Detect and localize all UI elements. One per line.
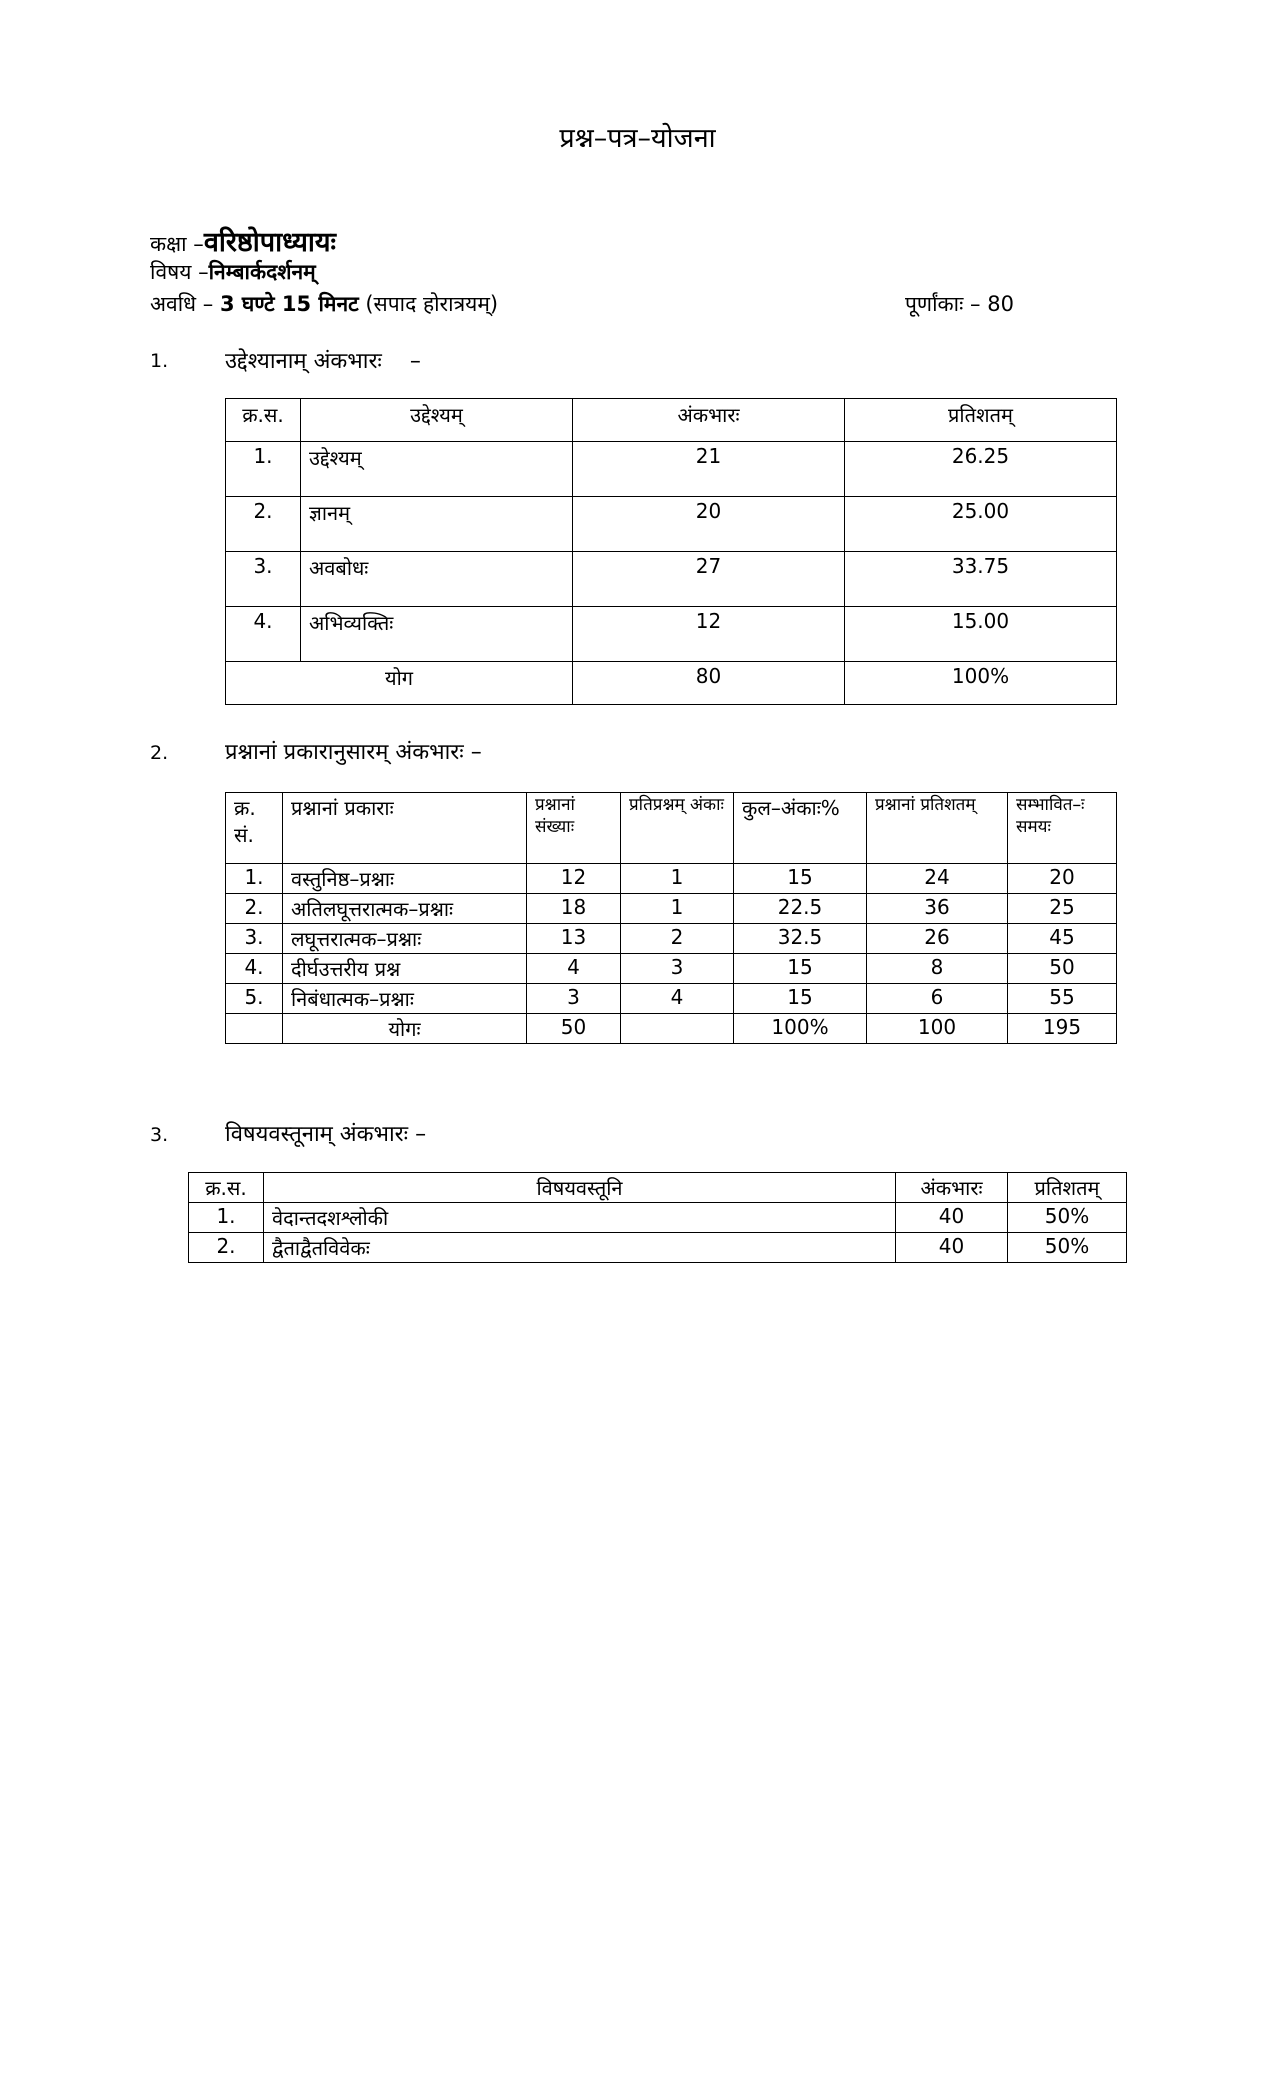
table-header-row xyxy=(189,1173,1127,1203)
cell: 2. xyxy=(226,894,283,924)
cell: 50% xyxy=(1008,1203,1127,1233)
cell: 12 xyxy=(527,864,621,894)
cell: 24 xyxy=(867,864,1008,894)
cell: 15 xyxy=(734,984,867,1014)
header-cell: प्रतिप्रश्नम् अंकाः xyxy=(621,793,734,864)
cell: 2. xyxy=(226,497,301,552)
cell: 21 xyxy=(573,442,845,497)
cell: 1. xyxy=(189,1203,264,1233)
header-cell: सम्भावित–ः समयः xyxy=(1008,793,1117,864)
total-row xyxy=(226,1014,1117,1044)
header-cell: अंकभारः xyxy=(573,399,845,442)
header-cell: क्र.स. xyxy=(189,1173,264,1203)
cell: 15 xyxy=(734,954,867,984)
header-cell: विषयवस्तूनि xyxy=(264,1173,896,1203)
class-value: वरिष्ठोपाध्यायः xyxy=(203,227,337,258)
cell: 13 xyxy=(527,924,621,954)
subject-line xyxy=(150,258,316,286)
section3-number: 3. xyxy=(150,1124,169,1146)
section1-heading: उद्देश्यानाम् अंकभारः – xyxy=(225,349,421,374)
cell: 36 xyxy=(867,894,1008,924)
header-cell: प्रश्नानां संख्याः xyxy=(527,793,621,864)
cell: 5. xyxy=(226,984,283,1014)
cell: 4 xyxy=(621,984,734,1014)
cell: 1. xyxy=(226,864,283,894)
cell: 4 xyxy=(527,954,621,984)
cell: 1 xyxy=(621,894,734,924)
cell: 45 xyxy=(1008,924,1117,954)
subject-label: विषय – xyxy=(150,260,209,284)
cell: अभिव्यक्तिः xyxy=(301,607,573,662)
cell: द्वैताद्वैतविवेकः xyxy=(264,1233,896,1263)
table-row xyxy=(226,864,1117,894)
cell: 3. xyxy=(226,552,301,607)
header-cell: प्रश्नानां प्रकाराः xyxy=(283,793,527,864)
cell: उद्देश्यम् xyxy=(301,442,573,497)
table-row xyxy=(226,552,1117,607)
table-row xyxy=(226,954,1117,984)
total-row xyxy=(226,662,1117,705)
table-row xyxy=(226,924,1117,954)
cell: 40 xyxy=(896,1233,1008,1263)
cell: दीर्घउत्तरीय प्रश्न xyxy=(283,954,527,984)
cell: 25 xyxy=(1008,894,1117,924)
cell: 55 xyxy=(1008,984,1117,1014)
cell: 26 xyxy=(867,924,1008,954)
cell: 40 xyxy=(896,1203,1008,1233)
cell: 3. xyxy=(226,924,283,954)
cell: 22.5 xyxy=(734,894,867,924)
cell: 100 xyxy=(867,1014,1008,1044)
header-cell: क्र. सं. xyxy=(226,793,283,864)
table-row xyxy=(226,497,1117,552)
header-cell: कुल–अंकाः% xyxy=(734,793,867,864)
header-cell: प्रतिशतम् xyxy=(845,399,1117,442)
table-header-row xyxy=(226,399,1117,442)
cell: 3 xyxy=(527,984,621,1014)
cell: 4. xyxy=(226,954,283,984)
cell: अतिलघूत्तरात्मक–प्रश्नाः xyxy=(283,894,527,924)
cell xyxy=(226,1014,283,1044)
cell: 50 xyxy=(527,1014,621,1044)
header-cell: प्रतिशतम् xyxy=(1008,1173,1127,1203)
cell: 15 xyxy=(734,864,867,894)
cell: 100% xyxy=(734,1014,867,1044)
cell: 2 xyxy=(621,924,734,954)
content-table xyxy=(188,1172,1127,1263)
cell: 20 xyxy=(573,497,845,552)
class-label: कक्षा – xyxy=(150,232,204,256)
cell: निबंधात्मक–प्रश्नाः xyxy=(283,984,527,1014)
table-header-row xyxy=(226,793,1117,864)
cell: अवबोधः xyxy=(301,552,573,607)
cell: 50 xyxy=(1008,954,1117,984)
cell: वस्तुनिष्ठ–प्रश्नाः xyxy=(283,864,527,894)
table-row xyxy=(226,607,1117,662)
header-cell: क्र.स. xyxy=(226,399,301,442)
cell: 32.5 xyxy=(734,924,867,954)
cell: 3 xyxy=(621,954,734,984)
cell: 6 xyxy=(867,984,1008,1014)
cell: वेदान्तदशश्लोकी xyxy=(264,1203,896,1233)
subject-value: निम्बार्कदर्शनम् xyxy=(208,260,316,284)
total-label: योगः xyxy=(283,1014,527,1044)
cell: 8 xyxy=(867,954,1008,984)
cell: 26.25 xyxy=(845,442,1117,497)
question-type-table xyxy=(225,792,1117,1044)
cell: 80 xyxy=(573,662,845,705)
cell: 18 xyxy=(527,894,621,924)
cell: लघूत्तरात्मक–प्रश्नाः xyxy=(283,924,527,954)
header-cell: उद्देश्यम् xyxy=(301,399,573,442)
cell: ज्ञानम् xyxy=(301,497,573,552)
table-row xyxy=(226,894,1117,924)
duration-value: 3 घण्टे 15 मिनट xyxy=(219,292,359,316)
table-row xyxy=(189,1233,1127,1263)
header-cell: प्रश्नानां प्रतिशतम् xyxy=(867,793,1008,864)
section1-number: 1. xyxy=(150,350,169,372)
cell: 20 xyxy=(1008,864,1117,894)
cell: 25.00 xyxy=(845,497,1117,552)
duration-label: अवधि – xyxy=(150,292,220,316)
cell: 12 xyxy=(573,607,845,662)
table-row xyxy=(226,984,1117,1014)
cell xyxy=(621,1014,734,1044)
header-cell: अंकभारः xyxy=(896,1173,1008,1203)
section3-heading: विषयवस्तूनाम् अंकभारः – xyxy=(225,1122,427,1147)
total-label: योग xyxy=(226,662,573,705)
cell: 2. xyxy=(189,1233,264,1263)
duration-note: (सपाद होरात्रयम्) xyxy=(358,292,499,316)
cell: 15.00 xyxy=(845,607,1117,662)
cell: 195 xyxy=(1008,1014,1117,1044)
cell: 1. xyxy=(226,442,301,497)
section2-heading: प्रश्नानां प्रकारानुसारम् अंकभारः – xyxy=(225,740,482,765)
cell: 100% xyxy=(845,662,1117,705)
duration-line xyxy=(150,290,498,318)
cell: 33.75 xyxy=(845,552,1117,607)
max-marks: पूर्णांकाः – 80 xyxy=(905,292,1014,316)
objectives-table xyxy=(225,398,1117,705)
page-title: प्रश्न–पत्र–योजना xyxy=(559,123,716,154)
cell: 27 xyxy=(573,552,845,607)
cell: 50% xyxy=(1008,1233,1127,1263)
cell: 1 xyxy=(621,864,734,894)
class-line xyxy=(150,222,336,259)
table-row xyxy=(189,1203,1127,1233)
table-row xyxy=(226,442,1117,497)
section2-number: 2. xyxy=(150,742,169,764)
cell: 4. xyxy=(226,607,301,662)
